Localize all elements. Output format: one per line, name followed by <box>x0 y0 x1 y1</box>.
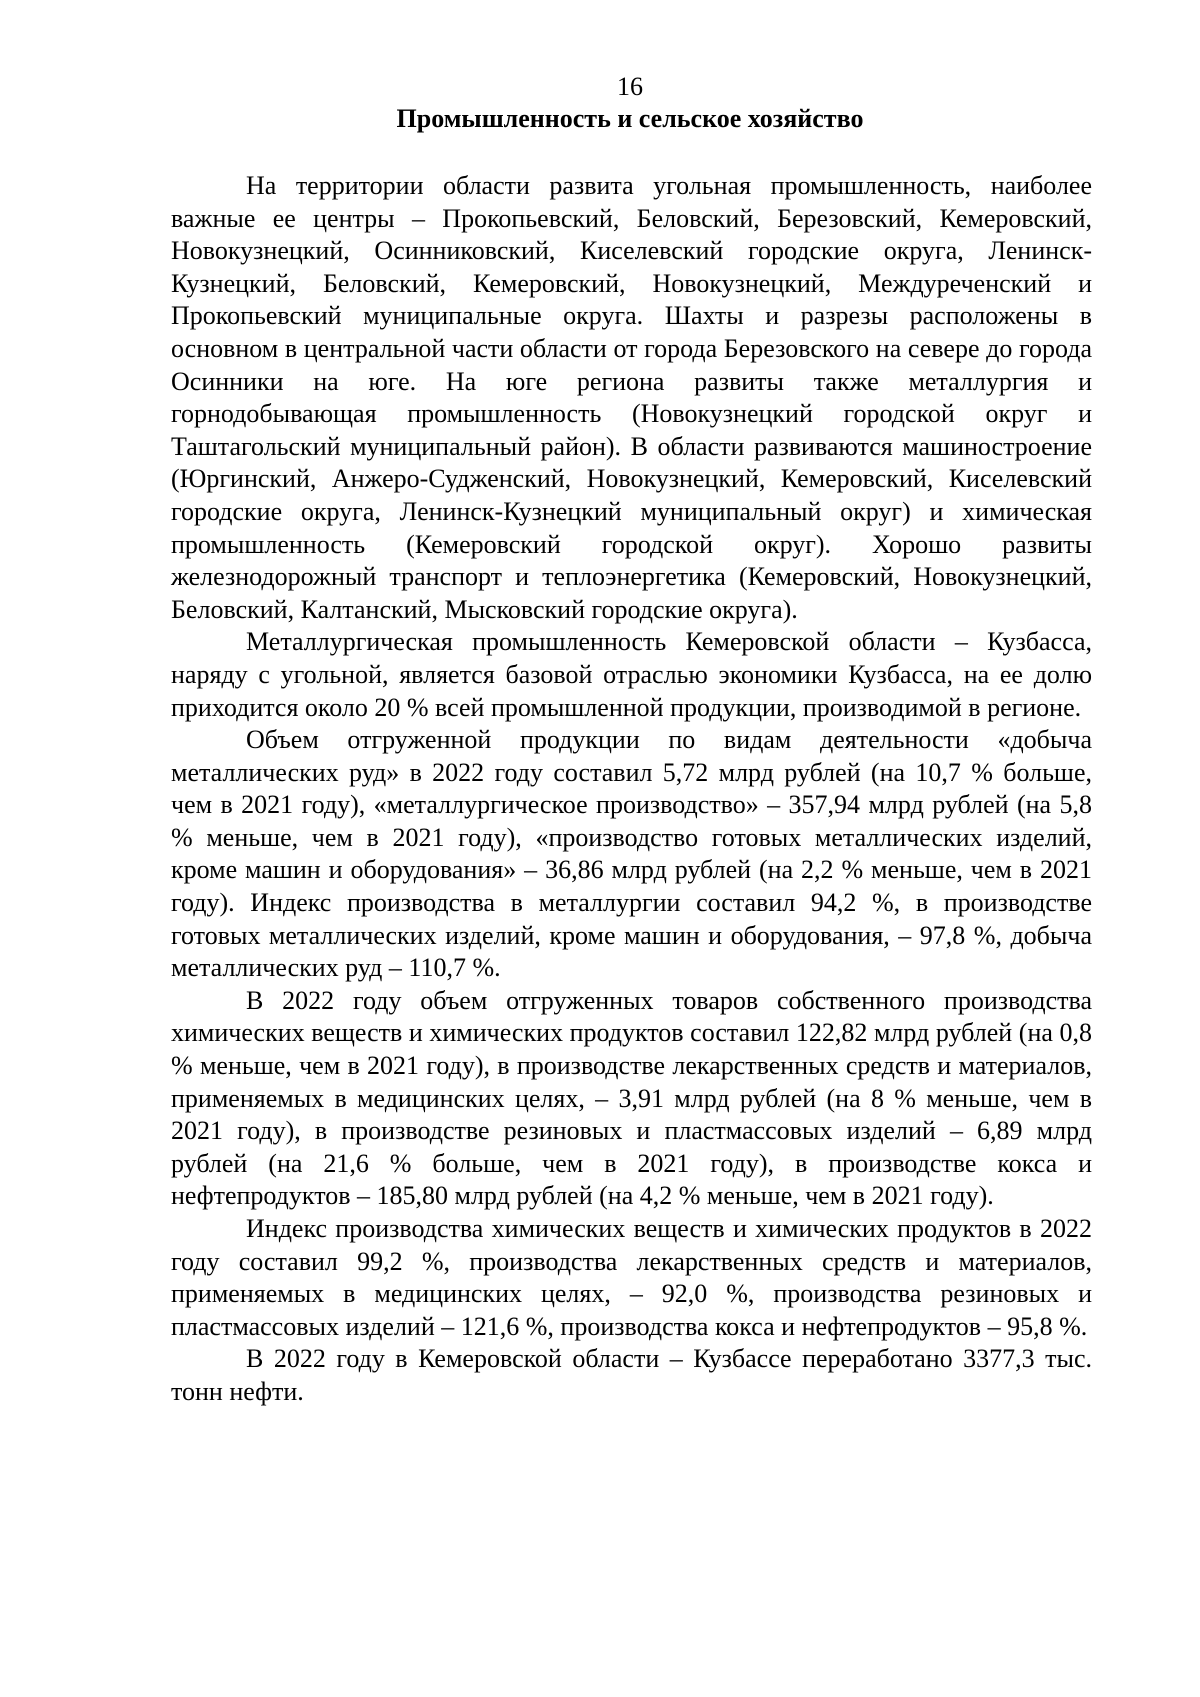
section-title: Промышленность и сельское хозяйство <box>396 104 864 133</box>
paragraph-chemical-output: В 2022 году объем отгруженных товаров собственного производства химических веществ и химических продуктов составил 122,82 млрд рублей (на 0,8 % меньше, чем в 2021 году), в производстве лекарственных средств и материалов, применяемых в медицинских целях, – 3,91 млрд рублей (на 8 % меньше, чем в 2021 году), в производстве резиновых и пластмассовых изделий – 6,89 млрд рублей (на 21,6 % больше, чем в 2021 году), в производстве кокса и нефтепродуктов – 185,80 млрд рублей (на 4,2 % меньше, чем в 2021 году). <box>171 985 1092 1211</box>
body-text <box>171 170 1092 1409</box>
page-number: 16 <box>617 72 643 101</box>
paragraph-metal-output: Объем отгруженной продукции по видам деятельности «добыча металлических руд» в 2022 году составил 5,72 млрд рублей (на 10,7 % больше, чем в 2021 году), «металлургическое производство» – 357,94 млрд рублей (на 5,8 % меньше, чем в 2021 году), «производство готовых металлических изделий, кроме машин и оборудования» – 36,86 млрд рублей (на 2,2 % меньше, чем в 2021 году). Индекс производства в металлургии составил 94,2 %, в производстве готовых металлических изделий, кроме машин и оборудования, – 97,8 %, добыча металлических руд – 110,7 %. <box>171 725 1092 983</box>
paragraph-metallurgy: Металлургическая промышленность Кемеровской области – Кузбасса, наряду с угольной, является базовой отраслью экономики Кузбасса, на ее долю приходится около 20 % всей промышленной продукции, производимой в регионе. <box>171 627 1092 722</box>
paragraph-production-index: Индекс производства химических веществ и химических продуктов в 2022 году составил 99,2 %, производства лекарственных средств и материалов, применяемых в медицинских целях, – 92,0 %, производства резиновых и пластмассовых изделий – 121,6 %, производства кокса и нефтепродуктов – 95,8 %. <box>171 1214 1092 1341</box>
paragraph-coal-industry: На территории области развита угольная промышленность, наиболее важные ее центры – Прокопьевский, Беловский, Березовский, Кемеровский, Новокузнецкий, Осинниковский, Киселевский городские округа, Ленинск-Кузнецкий, Беловский, Кемеровский, Новокузнецкий, Междуреченский и Прокопьевский муниципальные округа. Шахты и разрезы расположены в основном в центральной части области от города Березовского на севере до города Осинники на юге. На юге региона развиты также металлургия и горнодобывающая промышленность (Новокузнецкий городской округ и Таштагольский муниципальный район). В области развиваются машиностроение (Юргинский, Анжеро-Судженский, Новокузнецкий, Кемеровский, Киселевский городские округа, Ленинск-Кузнецкий муниципальный округ) и химическая промышленность (Кемеровский городской округ). Хорошо развиты железнодорожный транспорт и теплоэнергетика (Кемеровский, Новокузнецкий, Беловский, Калтанский, Мысковский городские округа). <box>171 171 1092 624</box>
paragraph-oil-refining: В 2022 году в Кемеровской области – Кузбассе переработано 3377,3 тыс. тонн нефти. <box>171 1344 1092 1406</box>
